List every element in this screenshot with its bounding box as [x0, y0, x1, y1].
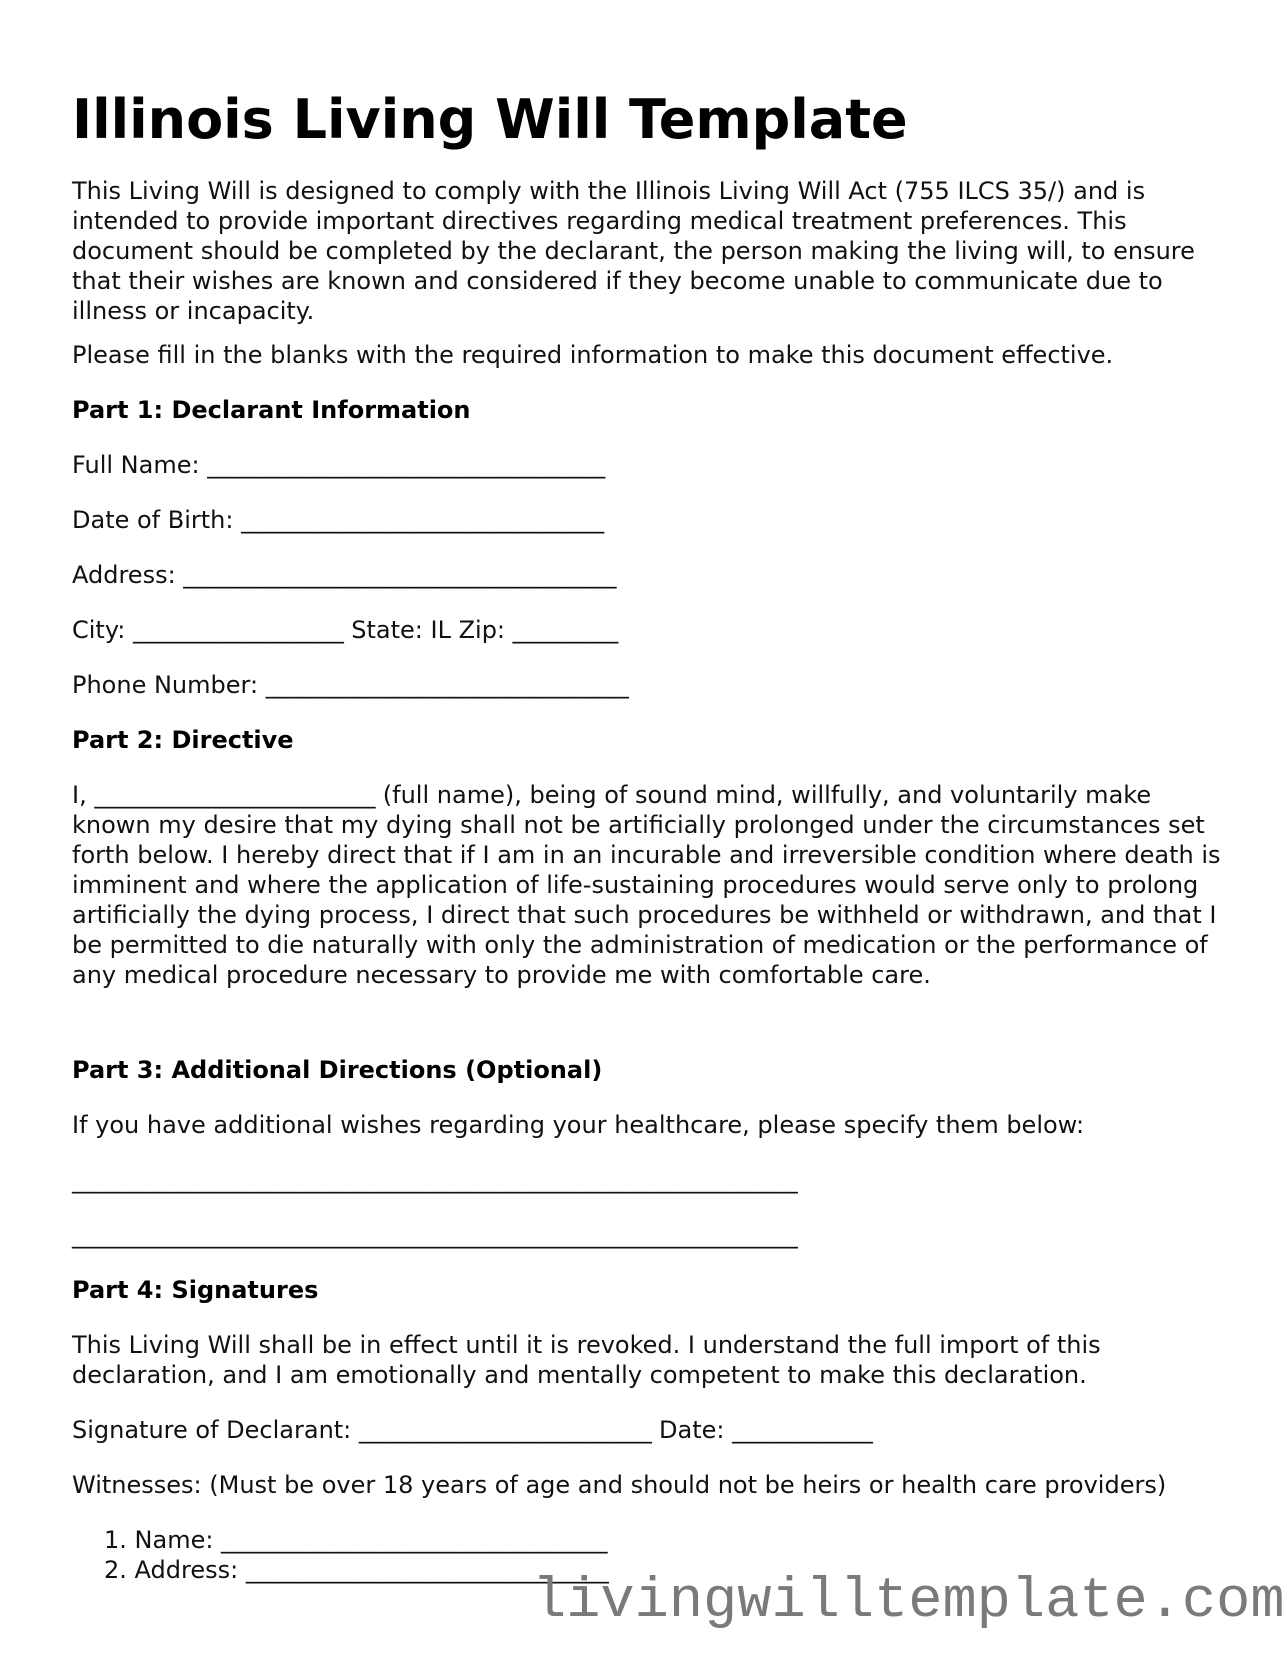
part1-heading: Part 1: Declarant Information: [72, 396, 471, 424]
city-label: City:: [72, 616, 134, 644]
intro-paragraph: This Living Will is designed to comply with the Illinois Living Will Act (755 ILCS 35/) and is intended to provide important directives regarding medical treatment preferences. This document should be completed by the declarant, the person making the living will, to ensure that their wishes are known and considered if they become unable to communicate due to illness or incapacity.: [72, 177, 1203, 325]
address-label: Address:: [72, 561, 184, 589]
signature-date-row: [72, 1415, 1222, 1445]
address-blank[interactable]: _____________________________________: [183, 561, 617, 589]
signature-label: Signature of Declarant:: [72, 1416, 359, 1444]
witness-list: [72, 1525, 609, 1585]
date-blank[interactable]: ____________: [732, 1416, 873, 1444]
directive-name-blank[interactable]: ________________________: [94, 781, 376, 809]
date-label: Date:: [651, 1416, 733, 1444]
dob-blank[interactable]: _______________________________: [241, 506, 604, 534]
additional-directions-prompt: If you have additional wishes regarding your healthcare, please specify them below:: [72, 1111, 1085, 1139]
witnesses-label: Witnesses: (Must be over 18 years of age and should not be heirs or health care providers): [72, 1471, 1167, 1499]
date-of-birth-field: [72, 505, 1222, 535]
zip-label: Zip:: [450, 616, 513, 644]
witness-item: [72, 1555, 609, 1585]
witness-name-blank[interactable]: _________________________________: [221, 1526, 608, 1554]
witness-item: [72, 1525, 609, 1555]
phone-blank[interactable]: _______________________________: [265, 671, 629, 699]
additional-directions-line-1[interactable]: ______________________________________________________________: [72, 1166, 798, 1194]
watermark-text: livingwilltemplate.com: [532, 1570, 1285, 1634]
witness-name-label: 1. Name:: [104, 1526, 222, 1554]
directive-paragraph: [72, 780, 1229, 990]
phone-field: [72, 670, 1222, 700]
instructions-paragraph: Please fill in the blanks with the required information to make this document effective.: [72, 341, 1114, 369]
part2-heading: Part 2: Directive: [72, 726, 294, 754]
signature-blank[interactable]: _________________________: [358, 1416, 652, 1444]
witness-address-label: 2. Address:: [104, 1556, 246, 1584]
directive-body: (full name), being of sound mind, willfully, and voluntarily make known my desire that my dying shall not be artificially prolonged under the circumstances set forth below. I hereby direct that if I am in an incurable and irreversible condition where death is imminent and where the application of life-sustaining procedures would serve only to prolong artificially the dying process, I direct that such procedures be withheld or withdrawn, and that I be permitted to die naturally with only the administration of medication or the performance of any medical procedure necessary to provide me with comfortable care.: [72, 781, 1229, 989]
address-field: [72, 560, 1222, 590]
phone-label: Phone Number:: [72, 671, 266, 699]
zip-blank[interactable]: _________: [512, 616, 618, 644]
directive-prefix: I,: [72, 781, 95, 809]
document-title: Illinois Living Will Template: [72, 88, 908, 151]
full-name-blank[interactable]: __________________________________: [207, 451, 605, 479]
witness-address-blank[interactable]: _______________________________: [245, 1556, 609, 1584]
signatures-statement: This Living Will shall be in effect until it is revoked. I understand the full import of this declaration, and I am emotionally and mentally competent to make this declaration.: [72, 1331, 1109, 1389]
state-label: State:: [343, 616, 431, 644]
part4-heading: Part 4: Signatures: [72, 1276, 319, 1304]
additional-directions-line-2[interactable]: ______________________________________________________________: [72, 1221, 798, 1249]
state-value: IL: [430, 616, 451, 644]
full-name-field: [72, 450, 1222, 480]
part3-heading: Part 3: Additional Directions (Optional): [72, 1056, 603, 1084]
city-blank[interactable]: __________________: [133, 616, 344, 644]
city-state-zip-row: [72, 615, 1222, 645]
dob-label: Date of Birth:: [72, 506, 242, 534]
full-name-label: Full Name:: [72, 451, 208, 479]
